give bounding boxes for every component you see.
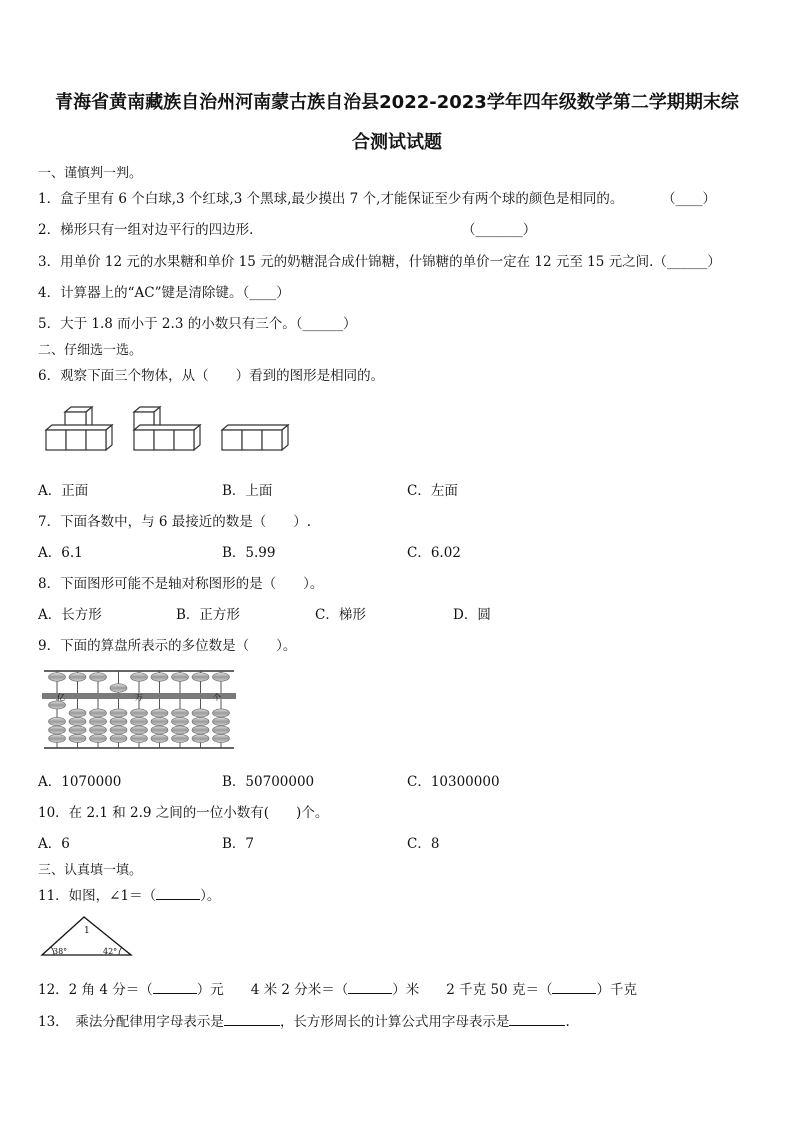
cube-figure-a bbox=[46, 407, 112, 450]
question-1: 1．盒子里有 6 个白球,3 个红球,3 个黑球,最少摸出 7 个,才能保证至少有两个球的颜色是相同的。 bbox=[38, 191, 624, 207]
question-3: 3．用单价 12 元的水果糖和单价 15 元的奶糖混合成什锦糖，什锦糖的单价一定在 12 元至 15 元之间.（______） bbox=[38, 254, 721, 270]
abacus-figure bbox=[42, 668, 236, 752]
cube-figure-b bbox=[134, 407, 200, 450]
abacus-label-ge: 个 bbox=[213, 693, 221, 702]
abacus-bead-upper bbox=[90, 673, 107, 682]
question-1-answer-blank[interactable]: （____） bbox=[662, 191, 716, 207]
abacus-bead-lower bbox=[151, 709, 168, 717]
abacus-bead-lower bbox=[90, 717, 107, 725]
question-9: 9．下面的算盘所表示的多位数是（ ）。 bbox=[38, 638, 297, 654]
q13-text-mid: ，长方形周长的计算公式用字母表示是 bbox=[279, 1014, 510, 1030]
abacus-bead-upper bbox=[151, 673, 168, 682]
q7-option-b[interactable]: B．5.99 bbox=[222, 545, 276, 561]
abacus-bead-lower bbox=[192, 717, 209, 725]
q11-text-pre: 11．如图，∠1＝（ bbox=[38, 888, 157, 904]
question-4: 4．计算器上的“AC”键是清除键。（____） bbox=[38, 285, 290, 301]
question-5: 5．大于 1.8 而小于 2.3 的小数只有三个。（______） bbox=[38, 316, 357, 332]
q7-option-a[interactable]: A．6.1 bbox=[38, 545, 83, 561]
q9-option-a[interactable]: A．1070000 bbox=[38, 774, 122, 790]
title-line-2: 合测试试题 bbox=[352, 132, 442, 153]
abacus-bead-lower bbox=[69, 734, 86, 742]
q8-option-d[interactable]: D．圆 bbox=[453, 607, 491, 623]
triangle-label-42: 42° bbox=[103, 947, 118, 956]
q11-text-post: ）。 bbox=[200, 888, 221, 904]
q9-option-c[interactable]: C．10300000 bbox=[407, 774, 500, 790]
q10-option-c[interactable]: C．8 bbox=[407, 836, 440, 852]
section-2-heading: 二、仔细选一选。 bbox=[38, 343, 143, 358]
abacus-bead-lower bbox=[131, 734, 148, 742]
abacus-bead-lower bbox=[213, 709, 230, 717]
title-line-1: 青海省黄南藏族自治州河南蒙古族自治县2022-2023学年四年级数学第二学期期末综 bbox=[55, 92, 739, 113]
q13-text-pre: 13． 乘法分配律用字母表示是 bbox=[38, 1014, 224, 1030]
q7-option-c[interactable]: C．6.02 bbox=[407, 545, 461, 561]
abacus-bead-upper bbox=[172, 673, 189, 682]
abacus-label-yi: 亿 bbox=[57, 693, 65, 702]
abacus-bead-upper bbox=[213, 673, 230, 682]
q12-blank-yuan[interactable] bbox=[153, 981, 197, 994]
question-6: 6．观察下面三个物体，从（ ）看到的图形是相同的。 bbox=[38, 368, 385, 384]
abacus-bead-lower bbox=[213, 717, 230, 725]
cube-figure-c bbox=[222, 425, 288, 450]
q12-blank-qianke[interactable] bbox=[552, 981, 596, 994]
abacus-bead-lower bbox=[131, 717, 148, 725]
q12-text-b: ）元 4 米 2 分米＝（ bbox=[196, 982, 349, 998]
q12-text-d: ）千克 bbox=[596, 982, 637, 998]
q10-option-a[interactable]: A．6 bbox=[38, 836, 70, 852]
q6-option-a[interactable]: A．正面 bbox=[38, 483, 89, 499]
abacus-bead-lower bbox=[213, 726, 230, 734]
abacus-bead-lower bbox=[49, 701, 66, 709]
abacus-bead-lower bbox=[213, 734, 230, 742]
triangle-label-angle1: 1 bbox=[84, 926, 90, 936]
q13-blank-perimeter[interactable] bbox=[509, 1013, 565, 1026]
section-3-heading: 三、认真填一填。 bbox=[38, 863, 143, 878]
abacus-bead-lower bbox=[90, 709, 107, 717]
abacus-bead-lower bbox=[49, 734, 66, 742]
abacus-bead-upper bbox=[49, 673, 66, 682]
abacus-bead-lower bbox=[110, 709, 127, 717]
abacus-bead-upper bbox=[131, 673, 148, 682]
triangle-figure bbox=[40, 914, 134, 958]
question-12 bbox=[38, 978, 637, 998]
abacus-bead-lower bbox=[192, 734, 209, 742]
abacus-bead-lower bbox=[172, 717, 189, 725]
abacus-bead-lower bbox=[172, 734, 189, 742]
question-10: 10．在 2.1 和 2.9 之间的一位小数有( )个。 bbox=[38, 805, 329, 821]
question-2: 2．梯形只有一组对边平行的四边形. bbox=[38, 222, 254, 238]
abacus-bead-lower bbox=[69, 726, 86, 734]
abacus-bead-lower bbox=[151, 734, 168, 742]
q13-text-post: . bbox=[565, 1014, 570, 1030]
abacus-bead-upper bbox=[192, 673, 209, 682]
q10-option-b[interactable]: B．7 bbox=[222, 836, 255, 852]
q8-option-b[interactable]: B．正方形 bbox=[176, 607, 240, 623]
q8-option-a[interactable]: A．长方形 bbox=[38, 607, 102, 623]
abacus-bead-upper bbox=[69, 673, 86, 682]
question-11 bbox=[38, 884, 220, 904]
abacus-bead-lower bbox=[90, 734, 107, 742]
cube-figures bbox=[40, 404, 290, 456]
q12-text-a: 12．2 角 4 分＝（ bbox=[38, 982, 153, 998]
q12-text-c: ）米 2 千克 50 克＝（ bbox=[392, 982, 553, 998]
abacus-bead-lower bbox=[110, 717, 127, 725]
triangle-label-38: 38° bbox=[53, 947, 68, 956]
abacus-label-wan: 万 bbox=[135, 693, 143, 702]
q6-option-c[interactable]: C．左面 bbox=[407, 483, 458, 499]
abacus-bead-lower bbox=[90, 726, 107, 734]
q8-option-c[interactable]: C．梯形 bbox=[315, 607, 366, 623]
question-2-answer-blank[interactable]: （_______） bbox=[462, 222, 537, 238]
q6-option-b[interactable]: B．上面 bbox=[222, 483, 273, 499]
abacus-bead-lower bbox=[151, 717, 168, 725]
abacus-bead-lower bbox=[192, 726, 209, 734]
q9-option-b[interactable]: B．50700000 bbox=[222, 774, 315, 790]
question-8: 8．下面图形可能不是轴对称图形的是（ ）。 bbox=[38, 576, 324, 592]
abacus-bead-lower bbox=[69, 709, 86, 717]
abacus-bead-upper bbox=[110, 684, 127, 693]
abacus-bead-lower bbox=[131, 726, 148, 734]
abacus-bead-lower bbox=[192, 709, 209, 717]
abacus-bead-lower bbox=[110, 726, 127, 734]
q13-blank-distributive[interactable] bbox=[224, 1013, 280, 1026]
q11-answer-blank[interactable] bbox=[156, 887, 200, 900]
q12-blank-mi[interactable] bbox=[348, 981, 392, 994]
abacus-bead-lower bbox=[172, 726, 189, 734]
abacus-bead-lower bbox=[151, 726, 168, 734]
question-7: 7．下面各数中，与 6 最接近的数是（ ）. bbox=[38, 514, 312, 530]
abacus-bead-lower bbox=[49, 726, 66, 734]
abacus-bead-lower bbox=[172, 709, 189, 717]
abacus-bead-lower bbox=[131, 709, 148, 717]
abacus-bead-lower bbox=[69, 717, 86, 725]
section-1-heading: 一、谨慎判一判。 bbox=[38, 166, 143, 181]
abacus-bead-lower bbox=[110, 734, 127, 742]
abacus-bead-lower bbox=[49, 717, 66, 725]
question-13 bbox=[38, 1010, 570, 1030]
